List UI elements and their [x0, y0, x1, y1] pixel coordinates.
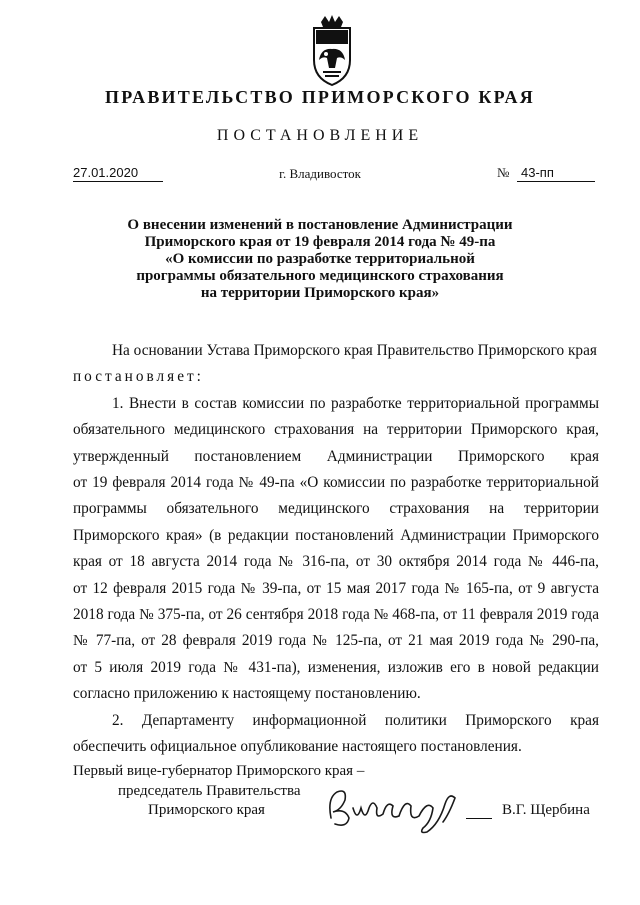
item1-line: от 12 февраля 2015 года № 39-па, от 15 мая 2017 года № 165-па, от 9 августа	[73, 579, 599, 597]
heading-line: О внесении изменений в постановление Администрации	[127, 217, 513, 233]
heading-line: программы обязательного медицинского страхования	[136, 268, 504, 284]
heading-line: «О комиссии по разработке территориальной	[165, 251, 475, 267]
signatory-position-line3: Приморского края	[148, 802, 265, 818]
decree-word: постановляет:	[73, 368, 204, 386]
item1-line: согласно приложению к настоящему постановлению.	[73, 685, 421, 703]
item1-line: от 5 июля 2019 года № 431-па), изменения, изложив его в новой редакции	[73, 658, 599, 676]
heading-line: Приморского края от 19 февраля 2014 года № 49-па	[144, 234, 496, 250]
preamble: На основании Устава Приморского края Правительство Приморского края	[112, 342, 597, 359]
item1-line: обязательного медицинского страхования на территории Приморского края,	[73, 421, 599, 439]
document-heading	[120, 217, 520, 302]
item2-line: обеспечить официальное опубликование настоящего постановления.	[73, 738, 522, 756]
item1-line: программы обязательного медицинского страхования на территории	[73, 500, 599, 518]
heading-line: на территории Приморского края»	[200, 285, 440, 301]
item1-line: 2018 года № 375-па, от 26 сентября 2018 года № 468-па, от 11 февраля 2019 года	[73, 606, 599, 624]
document-number: 43-пп	[517, 165, 595, 182]
item1-line: Приморского края» (в редакции постановлений Администрации Приморского	[73, 526, 599, 544]
item1-line: 1. Внести в состав комиссии по разработке территориальной программы	[112, 394, 599, 412]
handwritten-signature	[323, 778, 468, 838]
number-label: №	[497, 165, 510, 180]
item1-line: № 77-па, от 28 февраля 2019 года № 125-па, от 21 мая 2019 года № 290-па,	[73, 632, 599, 650]
document-type: ПОСТАНОВЛЕНИЕ	[216, 127, 424, 144]
government-title: ПРАВИТЕЛЬСТВО ПРИМОРСКОГО КРАЯ	[105, 87, 535, 107]
item1-line: края от 18 августа 2014 года № 316-па, от 30 октября 2014 года № 446-па,	[73, 553, 599, 571]
document-city: г. Владивосток	[279, 166, 361, 181]
document-date: 27.01.2020	[73, 165, 163, 182]
signature-line	[466, 818, 492, 819]
item2-line: 2. Департаменту информационной политики Приморского края	[112, 711, 599, 729]
coat-of-arms-icon	[301, 14, 363, 88]
item1-line: утвержденный постановлением Администрации Приморского края	[73, 447, 599, 465]
document-body	[73, 338, 599, 761]
signatory-name: В.Г. Щербина	[502, 802, 590, 818]
item1-line: от 19 февраля 2014 года № 49-па «О комиссии по разработке территориальной	[73, 474, 599, 492]
signatory-position-line2: председатель Правительства	[118, 783, 301, 799]
signatory-position-line1: Первый вице-губернатор Приморского края –	[73, 763, 365, 779]
